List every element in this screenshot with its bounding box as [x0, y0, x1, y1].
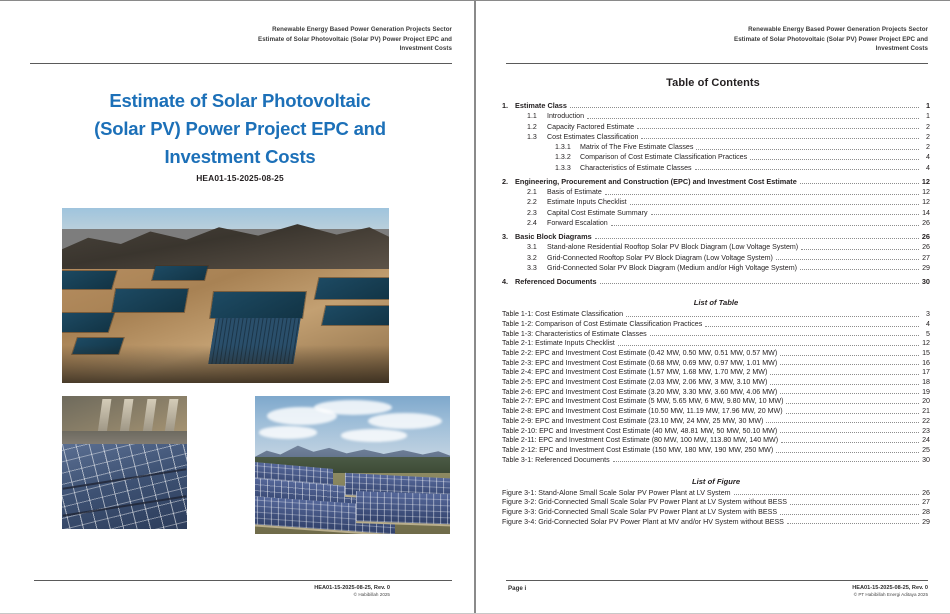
toc-entry-page: 1	[926, 112, 930, 121]
toc-entry-number: 3.3	[527, 263, 537, 272]
toc-entry[interactable]	[527, 134, 930, 141]
page-title-line-3: Investment Costs	[164, 145, 316, 167]
toc-entry-page: 17	[922, 368, 930, 377]
toc-entry-page: 2	[926, 143, 930, 152]
toc-entry-label: Figure 3-2: Grid-Connected Small Scale Solar PV Power Plant at LV System without BESS	[502, 498, 787, 507]
toc-dot-leader	[696, 149, 919, 150]
toc-entry-number: 1.	[502, 101, 509, 110]
toc-entry-label: Grid-Connected Rooftop Solar PV Block Diagram (Low Voltage System)	[547, 253, 773, 262]
toc-entry-number: 3.	[502, 232, 509, 242]
toc-dot-leader	[801, 249, 919, 250]
toc-entry-label: Table 2-9: EPC and Investment Cost Estimate (23.10 MW, 24 MW, 25 MW, 30 MW)	[502, 416, 764, 425]
toc-dot-leader	[705, 326, 919, 327]
toc-entry[interactable]	[527, 255, 930, 262]
toc-dot-leader	[770, 384, 919, 385]
toc-dot-leader	[600, 283, 919, 284]
toc-entry-number: 1.3.3	[555, 163, 571, 172]
toc-dot-leader	[766, 422, 919, 423]
toc-dot-leader	[613, 461, 919, 462]
header-line-2: Estimate of Solar Photovoltaic (Solar PV) Power Project EPC and	[734, 35, 928, 43]
toc-dot-leader	[605, 194, 919, 195]
toc-entry-page: 12	[922, 339, 930, 348]
toc-dot-leader	[780, 393, 919, 394]
toc-entry-label: Introduction	[547, 112, 585, 121]
toc-dot-leader	[734, 494, 919, 495]
toc-entry-number: 2.3	[527, 208, 537, 217]
toc-entry-label: Table 2-10: EPC and Investment Cost Estimate (40 MW, 48.81 MW, 50 MW, 50.10 MW)	[502, 426, 778, 435]
toc-entry-page: 3	[926, 310, 930, 319]
toc-entry[interactable]	[502, 178, 930, 185]
toc-entry[interactable]	[527, 199, 930, 206]
list-of-table-entry[interactable]	[502, 447, 930, 454]
page-number-right: Page i	[508, 585, 527, 592]
toc-entry-label: Figure 3-4: Grid-Connected Solar PV Power Plant at MV and/or HV System without BESS	[502, 517, 784, 526]
toc-entry-label: Basic Block Diagrams	[515, 232, 592, 242]
toc-entry-list	[502, 102, 930, 285]
list-of-table-entry[interactable]	[502, 418, 930, 425]
list-of-table-entries	[502, 311, 930, 463]
header-line-3: Investment Costs	[875, 45, 928, 53]
toc-entry-page: 2	[926, 132, 930, 141]
toc-dot-leader	[626, 316, 919, 317]
toc-entry-page: 26	[922, 218, 930, 227]
list-of-table-entry[interactable]	[502, 350, 930, 357]
toc-entry[interactable]	[555, 154, 930, 161]
toc-entry-page: 1	[925, 101, 930, 110]
toc-entry-label: Capacity Factored Estimate	[547, 122, 635, 131]
toc-entry-label: Table 2-1: Estimate Inputs Checklist	[502, 339, 615, 348]
toc-entry-page: 12	[922, 188, 930, 197]
toc-entry-page: 29	[922, 263, 930, 272]
header-line-2: Estimate of Solar Photovoltaic (Solar PV) Power Project EPC and	[258, 35, 452, 43]
page-title-line-2: (Solar PV) Power Project EPC and	[94, 117, 386, 139]
toc-dot-leader	[595, 238, 919, 239]
toc-entry-page: 26	[922, 243, 930, 252]
toc-dot-leader	[651, 214, 919, 215]
toc-entry-number: 2.1	[527, 188, 537, 197]
toc-dot-leader	[790, 504, 919, 505]
toc-dot-leader	[781, 442, 919, 443]
toc-entry-label: Basis of Estimate	[547, 188, 602, 197]
toc-entry-page: 15	[922, 349, 930, 358]
aerial-solar-site-photo	[62, 208, 389, 383]
toc-entry-number: 2.4	[527, 218, 537, 227]
list-of-table-entry[interactable]	[502, 379, 930, 386]
list-of-table-entry[interactable]	[502, 311, 930, 318]
page-title-line-1: Estimate of Solar Photovoltaic	[109, 90, 371, 111]
toc-dot-leader	[800, 183, 919, 184]
toc-entry-label: Grid-Connected Solar PV Block Diagram (Medium and/or High Voltage System)	[547, 263, 797, 272]
toc-entry-label: Table 3-1: Referenced Documents	[502, 455, 610, 464]
list-of-table-entry[interactable]	[502, 389, 930, 396]
toc-entry-number: 1.1	[527, 112, 537, 121]
list-of-table-entry[interactable]	[502, 369, 930, 376]
page-header-right	[628, 25, 928, 54]
toc-entry-label: Table 2-7: EPC and Investment Cost Estimate (5 MW, 5.65 MW, 6 MW, 9.80 MW, 10 MW)	[502, 397, 784, 406]
toc-entry-label: Matrix of The Five Estimate Classes	[580, 143, 694, 152]
list-of-table-entry[interactable]	[502, 321, 930, 328]
toc-entry-label: Capital Cost Estimate Summary	[547, 208, 648, 217]
footer-doc-number-right: HEA01-15-2025-08-25, Rev. 0	[852, 585, 928, 592]
floating-solar-photo-content	[62, 396, 187, 529]
list-of-table-entry[interactable]	[502, 437, 930, 444]
list-of-table-entry[interactable]	[502, 428, 930, 435]
toc-entry-number: 3.2	[527, 253, 537, 262]
toc-entry[interactable]	[527, 265, 930, 272]
toc-entry-label: Table 2-3: EPC and Investment Cost Estimate (0.68 MW, 0.69 MW, 0.97 MW, 1.01 MW)	[502, 358, 778, 367]
list-of-table-entry[interactable]	[502, 408, 930, 415]
header-rule-left	[30, 63, 452, 64]
toc-entry[interactable]	[527, 189, 930, 196]
toc-entry-page: 12	[921, 176, 930, 186]
toc-dot-leader	[800, 269, 919, 270]
toc-dot-leader	[780, 364, 919, 365]
toc-dot-leader	[630, 204, 919, 205]
toc-dot-leader	[695, 169, 919, 170]
toc-entry-page: 5	[926, 329, 930, 338]
header-rule-right	[506, 63, 928, 64]
toc-dot-leader	[750, 159, 919, 160]
toc-entry-label: Estimate Inputs Checklist	[547, 198, 627, 207]
cover-page	[0, 1, 474, 613]
toc-entry-label: Figure 3-3: Grid-Connected Small Scale Solar PV Power Plant at LV System with BESS	[502, 508, 778, 517]
toc-entry-label: Stand-alone Residential Rooftop Solar PV Block Diagram (Low Voltage System)	[547, 243, 799, 252]
toc-entry[interactable]	[502, 233, 930, 240]
list-of-figure-entry[interactable]	[502, 490, 930, 497]
toc-entry-page: 20	[922, 397, 930, 406]
toc-dot-leader	[641, 138, 919, 139]
toc-entry-page: 30	[922, 455, 930, 464]
toc-entry-label: Table 2-6: EPC and Investment Cost Estimate (3.20 MW, 3.30 MW, 3.60 MW, 4.06 MW)	[502, 387, 778, 396]
toc-entry-label: Table 2-5: EPC and Investment Cost Estimate (2.03 MW, 2.06 MW, 3 MW, 3.10 MW)	[502, 378, 768, 387]
toc-entry[interactable]	[527, 210, 930, 217]
footer-copyright-left: © Habibillah 2025	[353, 592, 390, 598]
toc-entry-label: Forward Escalation	[547, 218, 608, 227]
toc-dot-leader	[787, 523, 919, 524]
toc-entry-number: 1.3.2	[555, 153, 571, 162]
page-header-left	[152, 25, 452, 54]
floating-solar-photo	[62, 396, 187, 529]
toc-entry-label: Characteristics of Estimate Classes	[580, 163, 692, 172]
footer-rule-right	[506, 580, 928, 581]
toc-entry-label: Engineering, Procurement and Construction (EPC) and Investment Cost Estimate	[515, 176, 797, 186]
header-line-1: Renewable Energy Based Power Generation Projects Sector	[748, 26, 928, 33]
toc-entry-page: 4	[926, 153, 930, 162]
footer-rule-left	[34, 580, 452, 581]
ground-mount-solar-photo	[255, 396, 450, 534]
toc-dot-leader	[780, 432, 919, 433]
toc-entry[interactable]	[502, 102, 930, 109]
toc-entry-page: 26	[921, 232, 930, 242]
toc-entry-label: Table 2-11: EPC and Investment Cost Estimate (80 MW, 100 MW, 113.80 MW, 140 MW)	[502, 436, 779, 445]
toc-dot-leader	[770, 374, 919, 375]
header-line-1: Renewable Energy Based Power Generation Projects Sector	[272, 26, 452, 33]
toc-entry[interactable]	[555, 165, 930, 172]
toc-entry-label: Referenced Documents	[515, 276, 597, 286]
list-of-figure-entries	[502, 490, 930, 526]
toc-entry-page: 25	[922, 445, 930, 454]
document-number: HEA01-15-2025-08-25	[196, 173, 284, 183]
list-of-figure-heading: List of Figure	[691, 476, 741, 486]
toc-entry-label: Estimate Class	[515, 101, 567, 110]
toc-entry-label: Table 1-2: Comparison of Cost Estimate Classification Practices	[502, 319, 703, 328]
list-of-table-entry[interactable]	[502, 340, 930, 347]
list-of-table-heading: List of Table	[693, 298, 739, 308]
toc-entry-page: 23	[922, 426, 930, 435]
toc-entry-page: 22	[922, 416, 930, 425]
toc-entry-label: Cost Estimates Classification	[547, 132, 639, 141]
list-of-figure-entry[interactable]	[502, 499, 930, 506]
toc-entry-page: 27	[922, 498, 930, 507]
footer-copyright-right: © PT Habibillah Energi Aditaya 2025	[853, 592, 928, 598]
toc-dot-leader	[650, 335, 919, 336]
toc-entry[interactable]	[555, 144, 930, 151]
toc-entry-label: Table 1-3: Characteristics of Estimate Classes	[502, 329, 647, 338]
toc-entry-number: 3.1	[527, 243, 537, 252]
toc-entry-page: 18	[922, 378, 930, 387]
toc-dot-leader	[780, 355, 919, 356]
list-of-table-entry[interactable]	[502, 398, 930, 405]
toc-entry-page: 30	[921, 276, 930, 286]
toc-entry-label: Table 2-12: EPC and Investment Cost Estimate (150 MW, 180 MW, 190 MW, 250 MW)	[502, 445, 774, 454]
toc-entry-label: Table 2-4: EPC and Investment Cost Estimate (1.57 MW, 1.68 MW, 1.70 MW, 2 MW)	[502, 368, 768, 377]
toc-entry[interactable]	[527, 124, 930, 131]
toc-entry-number: 1.3.1	[555, 143, 571, 152]
toc-entry-page: 28	[922, 508, 930, 517]
toc-entry-number: 1.2	[527, 122, 537, 131]
toc-body	[502, 96, 930, 528]
toc-entry-label: Table 2-8: EPC and Investment Cost Estimate (10.50 MW, 11.19 MW, 17.96 MW, 20 MW)	[502, 407, 783, 416]
toc-entry-page: 12	[922, 198, 930, 207]
header-line-3: Investment Costs	[399, 45, 452, 53]
toc-entry-number: 4.	[502, 276, 509, 286]
toc-entry-page: 16	[922, 358, 930, 367]
toc-entry-page: 14	[922, 208, 930, 217]
list-of-table-entry[interactable]	[502, 360, 930, 367]
toc-entry-page: 27	[922, 253, 930, 262]
footer-doc-number-left: HEA01-15-2025-08-25, Rev. 0	[314, 585, 390, 592]
toc-dot-leader	[786, 403, 919, 404]
list-of-table-entry[interactable]	[502, 457, 930, 464]
toc-dot-leader	[776, 452, 919, 453]
toc-entry-label: Table 1-1: Cost Estimate Classification	[502, 310, 624, 319]
toc-dot-leader	[611, 225, 919, 226]
toc-dot-leader	[618, 345, 919, 346]
page-title	[40, 87, 440, 170]
toc-heading: Table of Contents	[666, 77, 760, 89]
list-of-figure-entry[interactable]	[502, 519, 930, 526]
page-footer-left	[314, 584, 390, 599]
page-footer-right	[852, 584, 928, 599]
list-of-figure-entry[interactable]	[502, 509, 930, 516]
toc-entry-page: 19	[922, 387, 930, 396]
toc-dot-leader	[637, 128, 919, 129]
toc-dot-leader	[587, 118, 919, 119]
aerial-photo-content	[62, 208, 389, 383]
toc-dot-leader	[786, 413, 919, 414]
toc-entry-page: 4	[926, 163, 930, 172]
toc-entry-label: Figure 3-1: Stand-Alone Small Scale Solar PV Power Plant at LV System	[502, 488, 731, 497]
toc-entry[interactable]	[527, 244, 930, 251]
toc-entry-label: Comparison of Cost Estimate Classification Practices	[580, 153, 748, 162]
toc-entry-page: 2	[926, 122, 930, 131]
toc-entry-label: Table 2-2: EPC and Investment Cost Estimate (0.42 MW, 0.50 MW, 0.51 MW, 0.57 MW)	[502, 349, 778, 358]
toc-dot-leader	[570, 107, 919, 108]
toc-entry-number: 2.	[502, 176, 509, 186]
toc-dot-leader	[780, 514, 919, 515]
toc-entry[interactable]	[527, 220, 930, 227]
toc-entry-page: 26	[922, 488, 930, 497]
toc-entry-page: 21	[922, 407, 930, 416]
list-of-table-entry[interactable]	[502, 331, 930, 338]
toc-entry-page: 4	[926, 319, 930, 328]
toc-dot-leader	[776, 259, 919, 260]
table-of-contents-page	[474, 1, 950, 613]
toc-entry-page: 29	[922, 517, 930, 526]
toc-entry-number: 2.2	[527, 198, 537, 207]
toc-entry[interactable]	[502, 278, 930, 285]
toc-entry-page: 24	[922, 436, 930, 445]
toc-entry-number: 1.3	[527, 132, 537, 141]
ground-mount-photo-content	[255, 396, 450, 534]
toc-entry[interactable]	[527, 113, 930, 120]
